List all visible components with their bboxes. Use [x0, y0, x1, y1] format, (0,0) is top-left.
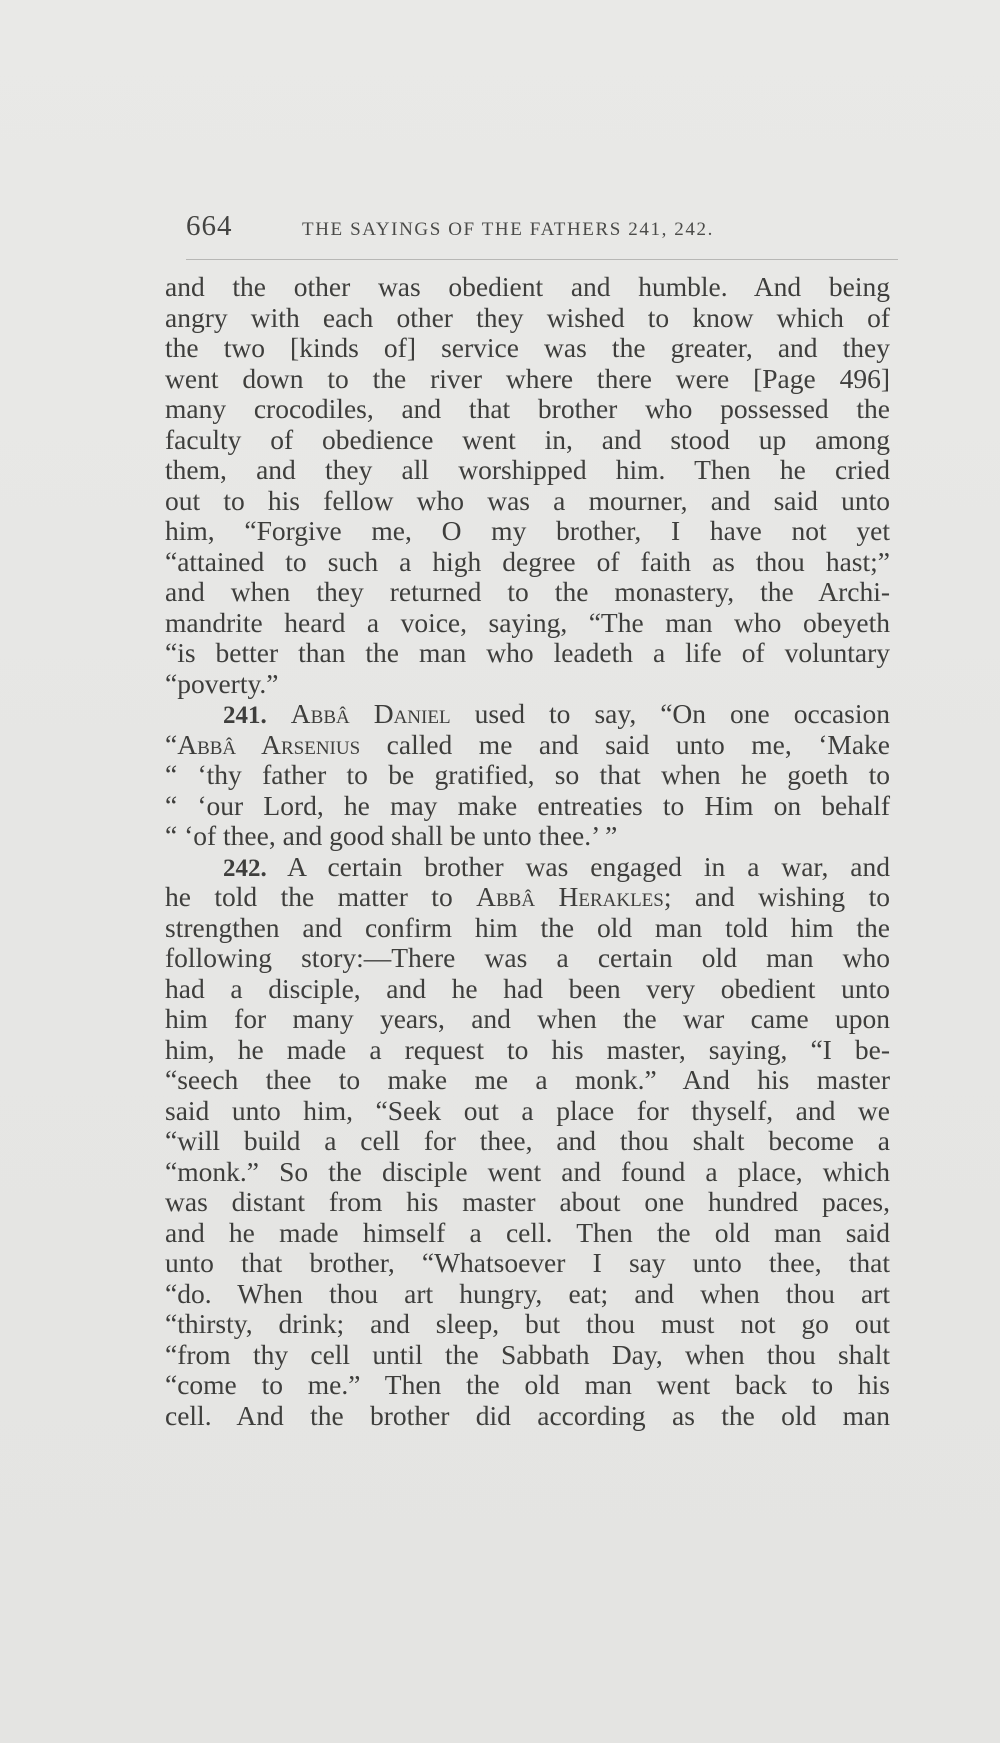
text-line: angry with each other they wished to know which of	[165, 301, 890, 333]
text-line: cell. And the brother did according as the old man	[165, 1399, 890, 1431]
text-line: and he made himself a cell. Then the old man said	[165, 1216, 890, 1248]
text-line: was distant from his master about one hundred paces,	[165, 1186, 890, 1217]
text-line: said unto him, “Seek out a place for thyself, and we	[165, 1094, 890, 1126]
text-line: “ ‘of thee, and good shall be unto thee.’ ”	[165, 820, 618, 851]
text-line: him, he made a request to his master, saying, “I be-	[165, 1033, 890, 1065]
text-line: the two [kinds of] service was the greater, and they	[165, 332, 890, 363]
text-fragment: ; and wishing to	[663, 881, 890, 912]
text-line: unto that brother, “Whatsoever I say unto thee, that	[165, 1247, 890, 1278]
page-header	[186, 210, 898, 250]
text-fragment: A certain brother was engaged in a war, and	[266, 850, 890, 882]
text-fragment: used to say, “On one occasion	[450, 698, 890, 729]
text-line: “thirsty, drink; and sleep, but thou must not go out	[165, 1308, 890, 1339]
text-line: faculty of obedience went in, and stood up among	[165, 423, 890, 455]
text-line: him, “Forgive me, O my brother, I have not yet	[165, 515, 890, 546]
section-number: 241.	[223, 702, 267, 729]
text-line: “come to me.” Then the old man went back to his	[165, 1369, 890, 1400]
person-name: Abbâ Herakles	[476, 881, 664, 912]
text-line: “poverty.”	[165, 667, 279, 699]
section-241-line	[165, 699, 890, 730]
text-line: “seech thee to make me a monk.” And his master	[165, 1064, 890, 1095]
text-line: “is better than the man who leadeth a life of voluntary	[165, 637, 890, 668]
text-line: mandrite heard a voice, saying, “The man who obeyeth	[165, 606, 890, 638]
text-line: and when they returned to the monastery, the Archi-	[165, 576, 890, 607]
person-name: Abbâ Daniel	[290, 698, 451, 729]
text-line: “monk.” So the disciple went and found a place, which	[165, 1155, 890, 1187]
text-line: “from thy cell until the Sabbath Day, when thou shalt	[165, 1338, 890, 1370]
page-number: 664	[186, 210, 233, 242]
text-line: many crocodiles, and that brother who possessed the	[165, 393, 890, 424]
person-name: Abbâ Arsenius	[177, 728, 361, 760]
text-line: “do. When thou art hungry, eat; and when thou art	[165, 1277, 890, 1309]
text-line: “ ‘thy father to be gratified, so that when he goeth to	[165, 759, 890, 790]
text-line: them, and they all worshipped him. Then he cried	[165, 454, 890, 485]
text-line: him for many years, and when the war came upon	[165, 1003, 890, 1034]
header-rule	[186, 259, 898, 260]
text-fragment: “	[165, 728, 178, 760]
section-number: 242.	[223, 854, 267, 882]
text-line: strengthen and confirm him the old man told him the	[165, 911, 890, 943]
section-241-line	[165, 730, 890, 761]
text-line: following story:—There was a certain old man who	[165, 942, 890, 973]
text-fragment: called me and said unto me, ‘Make	[360, 728, 890, 760]
text-line: “ ‘our Lord, he may make entreaties to Him on behalf	[165, 789, 890, 821]
running-title: THE SAYINGS OF THE FATHERS 241, 242.	[302, 219, 714, 240]
body-text	[165, 272, 890, 1431]
section-242-line	[165, 882, 890, 913]
section-242-line	[165, 852, 890, 883]
text-line: out to his fellow who was a mourner, and said unto	[165, 484, 890, 516]
text-line: went down to the river where there were [Page 496]	[165, 362, 890, 394]
text-line: “will build a cell for thee, and thou shalt become a	[165, 1125, 890, 1156]
text-line: “attained to such a high degree of faith as thou hast;”	[165, 545, 890, 577]
text-fragment: he told the matter to	[165, 881, 477, 912]
text-line: had a disciple, and he had been very obedient unto	[165, 972, 890, 1004]
text-line: and the other was obedient and humble. And being	[165, 271, 890, 302]
